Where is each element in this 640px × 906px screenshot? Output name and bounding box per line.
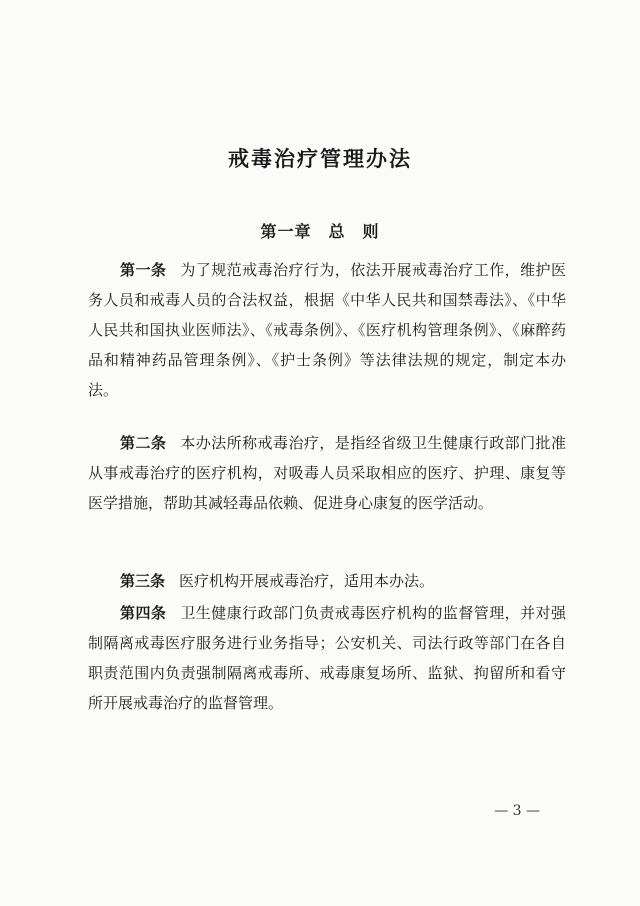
article-label: 第四条 bbox=[120, 604, 167, 622]
article-text: 为了规范戒毒治疗行为，依法开展戒毒治疗工作，维护医务人员和戒毒人员的合法权益，根据《中华人民共和国禁毒法》、《中华人民共和国执业医师法》、《戒毒条例》、《医疗机构管理条例》、《麻醉药品和精神药品管理条例》、《护士条例》等法律法规的规定，制定本办法。 bbox=[88, 261, 566, 399]
article-label: 第二条 bbox=[120, 434, 167, 452]
article-label: 第一条 bbox=[120, 261, 167, 279]
article-text: 卫生健康行政部门负责戒毒医疗机构的监督管理，并对强制隔离戒毒医疗服务进行业务指导；公安机关、司法行政等部门在各自职责范围内负责强制隔离戒毒所、戒毒康复场所、监狱、拘留所和看守所开展戒毒治疗的监督管理。 bbox=[88, 604, 566, 712]
article-2 bbox=[88, 428, 566, 518]
chapter-heading: 第一章 总 则 bbox=[260, 222, 380, 241]
article-4 bbox=[88, 598, 566, 718]
article-text: 医疗机构开展戒毒治疗，适用本办法。 bbox=[179, 572, 435, 590]
document-title: 戒毒治疗管理办法 bbox=[228, 147, 412, 171]
page-number: — 3 — bbox=[494, 803, 540, 819]
article-1 bbox=[88, 255, 566, 405]
article-label: 第三条 bbox=[120, 572, 166, 590]
article-3 bbox=[88, 566, 566, 596]
article-text: 本办法所称戒毒治疗，是指经省级卫生健康行政部门批准从事戒毒治疗的医疗机构，对吸毒人员采取相应的医疗、护理、康复等医学措施，帮助其减轻毒品依赖、促进身心康复的医学活动。 bbox=[88, 434, 566, 512]
